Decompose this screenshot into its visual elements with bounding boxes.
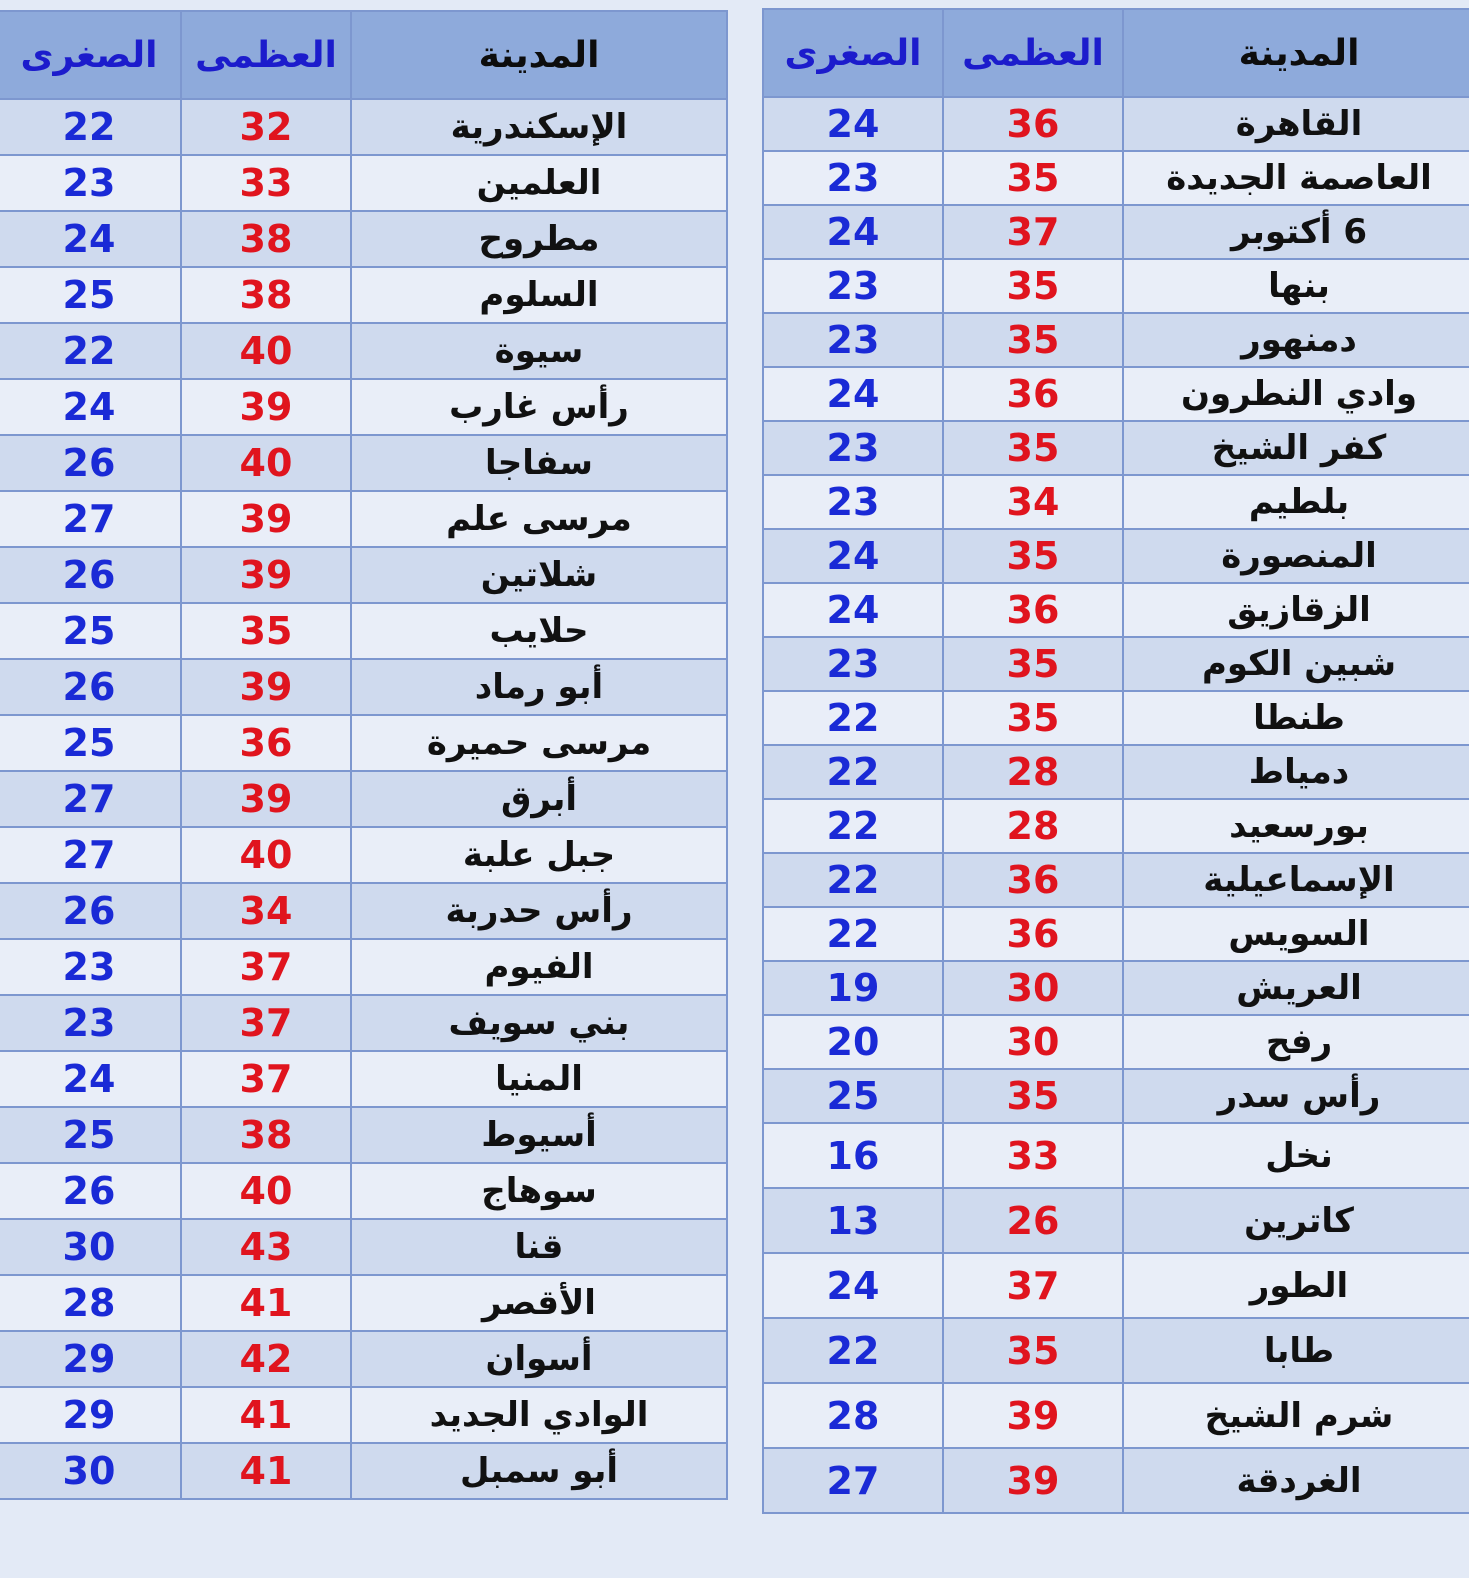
min-temp-cell: 23	[763, 259, 943, 313]
table-row	[763, 853, 1469, 907]
max-temp-cell: 36	[943, 97, 1123, 151]
city-cell: الغردقة	[1123, 1448, 1469, 1513]
city-cell: القاهرة	[1123, 97, 1469, 151]
city-cell: شلاتين	[351, 547, 727, 603]
city-cell: أبرق	[351, 771, 727, 827]
min-temp-cell: 26	[0, 547, 181, 603]
city-cell: الأقصر	[351, 1275, 727, 1331]
city-cell: سفاجا	[351, 435, 727, 491]
city-cell: رأس حدربة	[351, 883, 727, 939]
city-cell: الزقازيق	[1123, 583, 1469, 637]
min-temp-cell: 24	[763, 529, 943, 583]
city-cell: سوهاج	[351, 1163, 727, 1219]
city-cell: العريش	[1123, 961, 1469, 1015]
city-cell: كاترين	[1123, 1188, 1469, 1253]
city-cell: أسوان	[351, 1331, 727, 1387]
table-row	[0, 603, 727, 659]
min-temp-cell: 24	[763, 583, 943, 637]
city-cell: العلمين	[351, 155, 727, 211]
table-row	[0, 1107, 727, 1163]
max-temp-cell: 37	[181, 939, 351, 995]
table-row	[763, 907, 1469, 961]
max-temp-cell: 41	[181, 1387, 351, 1443]
table-row	[0, 1275, 727, 1331]
max-temp-cell: 37	[181, 1051, 351, 1107]
table-row	[763, 745, 1469, 799]
table-row	[0, 1051, 727, 1107]
table-row	[0, 547, 727, 603]
max-temp-column-header: العظمى	[181, 11, 351, 99]
city-cell: دمياط	[1123, 745, 1469, 799]
min-temp-column-header: الصغرى	[0, 11, 181, 99]
min-temp-cell: 20	[763, 1015, 943, 1069]
city-cell: الإسماعيلية	[1123, 853, 1469, 907]
min-temp-cell: 24	[763, 367, 943, 421]
max-temp-cell: 33	[943, 1123, 1123, 1188]
max-temp-cell: 37	[181, 995, 351, 1051]
min-temp-cell: 22	[0, 99, 181, 155]
table-row	[0, 883, 727, 939]
table-row	[0, 99, 727, 155]
min-temp-cell: 27	[0, 827, 181, 883]
max-temp-cell: 35	[943, 637, 1123, 691]
min-temp-cell: 23	[763, 475, 943, 529]
max-temp-cell: 40	[181, 1163, 351, 1219]
min-temp-cell: 27	[763, 1448, 943, 1513]
max-temp-cell: 38	[181, 267, 351, 323]
min-temp-cell: 27	[0, 491, 181, 547]
min-temp-cell: 23	[763, 313, 943, 367]
min-temp-cell: 22	[763, 853, 943, 907]
table-row	[0, 1443, 727, 1499]
max-temp-cell: 34	[943, 475, 1123, 529]
max-temp-cell: 35	[181, 603, 351, 659]
table-row	[763, 1015, 1469, 1069]
max-temp-cell: 37	[943, 205, 1123, 259]
city-cell: حلايب	[351, 603, 727, 659]
min-temp-cell: 22	[763, 799, 943, 853]
max-temp-cell: 39	[181, 771, 351, 827]
table-row	[0, 1331, 727, 1387]
max-temp-cell: 39	[181, 379, 351, 435]
table-row	[0, 1163, 727, 1219]
min-temp-cell: 19	[763, 961, 943, 1015]
table-row	[763, 1318, 1469, 1383]
table-row	[763, 1188, 1469, 1253]
max-temp-cell: 35	[943, 529, 1123, 583]
min-temp-cell: 16	[763, 1123, 943, 1188]
min-temp-cell: 23	[763, 637, 943, 691]
table-body	[763, 97, 1469, 1513]
max-temp-cell: 41	[181, 1443, 351, 1499]
max-temp-cell: 40	[181, 323, 351, 379]
city-cell: طنطا	[1123, 691, 1469, 745]
city-cell: وادي النطرون	[1123, 367, 1469, 421]
table-row	[0, 379, 727, 435]
city-cell: بنها	[1123, 259, 1469, 313]
city-column-header: المدينة	[351, 11, 727, 99]
city-cell: بورسعيد	[1123, 799, 1469, 853]
max-temp-cell: 34	[181, 883, 351, 939]
city-cell: سيوة	[351, 323, 727, 379]
table-row	[763, 1069, 1469, 1123]
table-row	[0, 995, 727, 1051]
table-row	[0, 827, 727, 883]
city-cell: طابا	[1123, 1318, 1469, 1383]
min-temp-cell: 22	[763, 1318, 943, 1383]
max-temp-cell: 35	[943, 259, 1123, 313]
min-temp-cell: 24	[763, 97, 943, 151]
city-cell: الإسكندرية	[351, 99, 727, 155]
max-temp-cell: 40	[181, 435, 351, 491]
table-row	[0, 1387, 727, 1443]
table-row	[763, 961, 1469, 1015]
city-cell: مطروح	[351, 211, 727, 267]
min-temp-cell: 25	[0, 715, 181, 771]
min-temp-cell: 30	[0, 1443, 181, 1499]
max-temp-cell: 41	[181, 1275, 351, 1331]
max-temp-cell: 39	[181, 491, 351, 547]
city-cell: جبل علبة	[351, 827, 727, 883]
table-row	[0, 155, 727, 211]
max-temp-cell: 28	[943, 799, 1123, 853]
table-row	[0, 211, 727, 267]
city-cell: نخل	[1123, 1123, 1469, 1188]
city-cell: شرم الشيخ	[1123, 1383, 1469, 1448]
city-cell: السلوم	[351, 267, 727, 323]
min-temp-cell: 24	[0, 1051, 181, 1107]
max-temp-cell: 36	[943, 907, 1123, 961]
max-temp-cell: 36	[943, 583, 1123, 637]
city-cell: رفح	[1123, 1015, 1469, 1069]
min-temp-cell: 23	[763, 421, 943, 475]
max-temp-cell: 35	[943, 313, 1123, 367]
min-temp-cell: 28	[763, 1383, 943, 1448]
table-body	[0, 99, 727, 1499]
table-row	[763, 1383, 1469, 1448]
max-temp-cell: 33	[181, 155, 351, 211]
max-temp-cell: 35	[943, 691, 1123, 745]
header-row	[0, 11, 727, 99]
max-temp-cell: 30	[943, 1015, 1123, 1069]
table-row	[0, 715, 727, 771]
table-row	[763, 205, 1469, 259]
max-temp-column-header: العظمى	[943, 9, 1123, 97]
city-cell: 6 أكتوبر	[1123, 205, 1469, 259]
max-temp-cell: 28	[943, 745, 1123, 799]
min-temp-cell: 26	[0, 435, 181, 491]
min-temp-cell: 26	[0, 1163, 181, 1219]
city-cell: السويس	[1123, 907, 1469, 961]
min-temp-cell: 30	[0, 1219, 181, 1275]
max-temp-cell: 38	[181, 1107, 351, 1163]
max-temp-cell: 35	[943, 1069, 1123, 1123]
city-cell: الطور	[1123, 1253, 1469, 1318]
header-row	[763, 9, 1469, 97]
city-cell: المنيا	[351, 1051, 727, 1107]
max-temp-cell: 35	[943, 1318, 1123, 1383]
table-row	[0, 771, 727, 827]
table-row	[0, 939, 727, 995]
table-row	[763, 259, 1469, 313]
table-row	[0, 659, 727, 715]
city-cell: كفر الشيخ	[1123, 421, 1469, 475]
min-temp-cell: 26	[0, 659, 181, 715]
min-temp-cell: 22	[763, 745, 943, 799]
min-temp-cell: 28	[0, 1275, 181, 1331]
max-temp-cell: 39	[181, 547, 351, 603]
table-row	[0, 1219, 727, 1275]
max-temp-cell: 30	[943, 961, 1123, 1015]
min-temp-cell: 24	[763, 1253, 943, 1318]
table-row	[763, 1123, 1469, 1188]
city-cell: المنصورة	[1123, 529, 1469, 583]
city-cell: رأس سدر	[1123, 1069, 1469, 1123]
city-cell: مرسى علم	[351, 491, 727, 547]
min-temp-cell: 25	[0, 603, 181, 659]
min-temp-cell: 25	[0, 267, 181, 323]
weather-table-left	[0, 10, 728, 1500]
table-row	[763, 691, 1469, 745]
city-cell: بلطيم	[1123, 475, 1469, 529]
min-temp-cell: 24	[0, 211, 181, 267]
min-temp-column-header: الصغرى	[763, 9, 943, 97]
table-row	[763, 475, 1469, 529]
table-row	[763, 637, 1469, 691]
table-row	[0, 323, 727, 379]
city-cell: دمنهور	[1123, 313, 1469, 367]
max-temp-cell: 32	[181, 99, 351, 155]
city-column-header: المدينة	[1123, 9, 1469, 97]
max-temp-cell: 37	[943, 1253, 1123, 1318]
min-temp-cell: 22	[0, 323, 181, 379]
min-temp-cell: 25	[0, 1107, 181, 1163]
city-cell: بني سويف	[351, 995, 727, 1051]
max-temp-cell: 26	[943, 1188, 1123, 1253]
max-temp-cell: 35	[943, 151, 1123, 205]
max-temp-cell: 40	[181, 827, 351, 883]
min-temp-cell: 23	[0, 155, 181, 211]
min-temp-cell: 23	[763, 151, 943, 205]
max-temp-cell: 39	[943, 1448, 1123, 1513]
min-temp-cell: 27	[0, 771, 181, 827]
table-row	[763, 1448, 1469, 1513]
min-temp-cell: 24	[763, 205, 943, 259]
city-cell: رأس غارب	[351, 379, 727, 435]
max-temp-cell: 38	[181, 211, 351, 267]
max-temp-cell: 36	[181, 715, 351, 771]
min-temp-cell: 13	[763, 1188, 943, 1253]
table-row	[763, 367, 1469, 421]
city-cell: أبو سمبل	[351, 1443, 727, 1499]
min-temp-cell: 22	[763, 691, 943, 745]
table-row	[763, 97, 1469, 151]
city-cell: شبين الكوم	[1123, 637, 1469, 691]
max-temp-cell: 39	[181, 659, 351, 715]
city-cell: العاصمة الجديدة	[1123, 151, 1469, 205]
table-row	[763, 799, 1469, 853]
city-cell: قنا	[351, 1219, 727, 1275]
city-cell: أبو رماد	[351, 659, 727, 715]
table-row	[763, 421, 1469, 475]
city-cell: الوادي الجديد	[351, 1387, 727, 1443]
table-row	[763, 313, 1469, 367]
min-temp-cell: 29	[0, 1387, 181, 1443]
min-temp-cell: 23	[0, 995, 181, 1051]
table-row	[0, 491, 727, 547]
min-temp-cell: 26	[0, 883, 181, 939]
city-cell: الفيوم	[351, 939, 727, 995]
min-temp-cell: 24	[0, 379, 181, 435]
min-temp-cell: 29	[0, 1331, 181, 1387]
min-temp-cell: 23	[0, 939, 181, 995]
weather-table-right	[762, 8, 1469, 1514]
min-temp-cell: 22	[763, 907, 943, 961]
max-temp-cell: 36	[943, 367, 1123, 421]
table-row	[0, 435, 727, 491]
table-row	[763, 529, 1469, 583]
max-temp-cell: 35	[943, 421, 1123, 475]
table-row	[763, 1253, 1469, 1318]
table-row	[763, 583, 1469, 637]
max-temp-cell: 36	[943, 853, 1123, 907]
table-row	[763, 151, 1469, 205]
max-temp-cell: 39	[943, 1383, 1123, 1448]
min-temp-cell: 25	[763, 1069, 943, 1123]
city-cell: أسيوط	[351, 1107, 727, 1163]
city-cell: مرسى حميرة	[351, 715, 727, 771]
max-temp-cell: 43	[181, 1219, 351, 1275]
max-temp-cell: 42	[181, 1331, 351, 1387]
table-row	[0, 267, 727, 323]
